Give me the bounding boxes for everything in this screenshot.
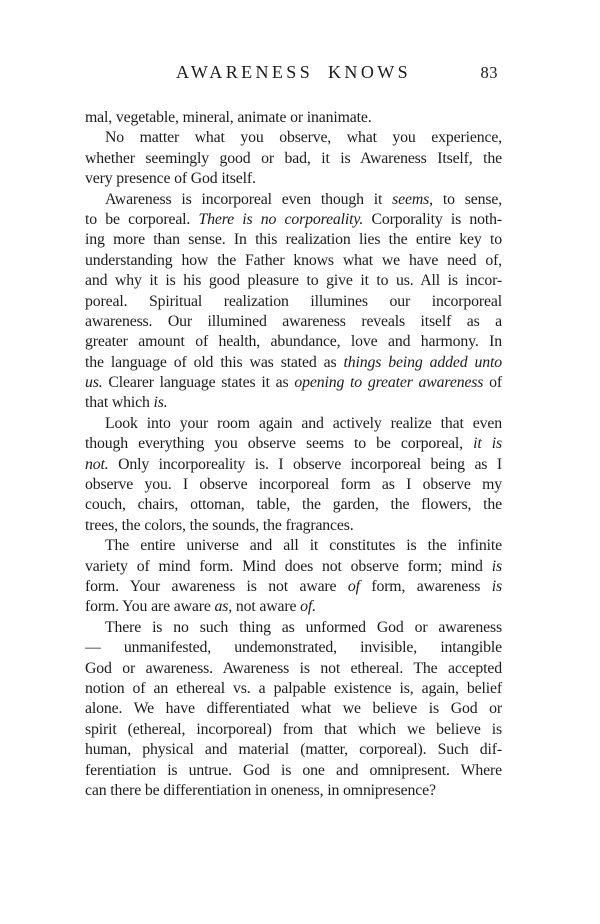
running-title: AWARENESS KNOWS bbox=[175, 62, 412, 82]
text-line bbox=[85, 292, 502, 312]
text-run: form. You are aware bbox=[85, 598, 215, 616]
text-line bbox=[85, 332, 502, 352]
text-run: Only incorporeality is. I observe incorporeal being as I bbox=[108, 455, 502, 473]
text-run: Awareness is incorporeal even though it bbox=[105, 190, 393, 208]
text-run: that which bbox=[85, 394, 154, 412]
italic-text-run: not. bbox=[85, 455, 109, 473]
italic-text-run: seems, bbox=[392, 190, 433, 208]
text-line bbox=[85, 475, 502, 495]
page-body bbox=[85, 108, 502, 801]
text-line bbox=[85, 455, 502, 475]
italic-text-run: is. bbox=[153, 394, 168, 412]
text-run: though everything you observe seems to be corporeal, bbox=[85, 435, 474, 453]
text-run: Clearer language states it as bbox=[102, 374, 295, 392]
page-header bbox=[85, 62, 502, 84]
text-run: The entire universe and all it constitutes is the infinite bbox=[105, 537, 502, 555]
text-line bbox=[85, 128, 502, 148]
text-run: and why it is his good pleasure to give it to us. All is incor- bbox=[85, 272, 502, 290]
text-line bbox=[85, 659, 502, 679]
text-line bbox=[85, 679, 502, 699]
italic-text-run: things being added unto bbox=[343, 353, 502, 371]
text-run: mal, vegetable, mineral, animate or inanimate. bbox=[85, 109, 372, 126]
text-run: poreal. Spiritual realization illumines our incorporeal bbox=[85, 292, 502, 310]
page-number: 83 bbox=[480, 63, 498, 82]
text-run: ferentiation is untrue. God is one and omnipresent. Where bbox=[85, 761, 502, 779]
text-line bbox=[85, 597, 502, 617]
text-line bbox=[85, 190, 502, 210]
text-run: greater amount of health, abundance, love and harmony. In bbox=[85, 333, 502, 351]
italic-text-run: opening to greater awareness bbox=[294, 374, 484, 392]
italic-text-run: is bbox=[491, 577, 502, 595]
text-line bbox=[85, 699, 502, 719]
italic-text-run: There is no corporeality. bbox=[198, 210, 364, 228]
text-line bbox=[85, 210, 502, 230]
text-run: No matter what you observe, what you experience, bbox=[105, 129, 502, 147]
text-run: not aware bbox=[232, 598, 301, 616]
text-run: There is no such thing as unformed God or awareness bbox=[105, 618, 502, 636]
text-line bbox=[85, 230, 502, 250]
text-run: Corporality is noth- bbox=[363, 210, 502, 228]
text-line bbox=[85, 353, 502, 373]
text-run: spirit (ethereal, incorporeal) from that which we believe is bbox=[85, 720, 502, 738]
text-run: understanding how the Father knows what we have need of, bbox=[85, 251, 502, 269]
italic-text-run: it is bbox=[473, 435, 502, 453]
text-run: observe you. I observe incorporeal form as I observe my bbox=[85, 476, 502, 494]
italic-text-run: us. bbox=[85, 374, 103, 392]
text-run: form. Your awareness is not aware bbox=[85, 577, 348, 595]
text-run: to sense, bbox=[432, 190, 502, 208]
text-run: — unmanifested, undemonstrated, invisible, intangible bbox=[85, 639, 502, 657]
text-line bbox=[85, 516, 502, 536]
text-line bbox=[85, 149, 502, 169]
text-line bbox=[85, 169, 502, 189]
italic-text-run: of bbox=[347, 577, 360, 595]
text-line bbox=[85, 373, 502, 393]
text-run: can there be differentiation in oneness, in omnipresence? bbox=[85, 781, 436, 799]
text-line bbox=[85, 638, 502, 658]
text-line bbox=[85, 536, 502, 556]
text-run: God or awareness. Awareness is not ethereal. The accepted bbox=[85, 659, 502, 677]
text-line bbox=[85, 618, 502, 638]
text-line bbox=[85, 108, 502, 128]
italic-text-run: as, bbox=[214, 598, 233, 616]
text-line bbox=[85, 393, 502, 413]
text-run: variety of mind form. Mind does not observe form; mind bbox=[85, 557, 492, 575]
text-line bbox=[85, 577, 502, 597]
text-line bbox=[85, 557, 502, 577]
text-line bbox=[85, 740, 502, 760]
text-run: trees, the colors, the sounds, the fragrances. bbox=[85, 516, 354, 534]
text-run: of bbox=[483, 374, 503, 392]
text-line bbox=[85, 414, 502, 434]
italic-text-run: is bbox=[491, 557, 502, 575]
text-run: to be corporeal. bbox=[85, 210, 199, 228]
text-line bbox=[85, 251, 502, 271]
text-line bbox=[85, 312, 502, 332]
text-line bbox=[85, 434, 502, 454]
text-run: the language of old this was stated as bbox=[85, 353, 344, 371]
text-line bbox=[85, 271, 502, 291]
italic-text-run: of. bbox=[300, 598, 316, 616]
text-run: very presence of God itself. bbox=[85, 170, 256, 188]
text-line bbox=[85, 495, 502, 515]
text-run: awareness. Our illumined awareness reveals itself as a bbox=[85, 312, 502, 330]
text-line bbox=[85, 761, 502, 781]
text-run: notion of an ethereal vs. a palpable existence is, again, belief bbox=[85, 679, 502, 697]
text-run: human, physical and material (matter, corporeal). Such dif- bbox=[85, 741, 502, 759]
text-column bbox=[85, 0, 502, 801]
text-run: whether seemingly good or bad, it is Awareness Itself, the bbox=[85, 149, 502, 167]
text-run: couch, chairs, ottoman, table, the garden, the flowers, the bbox=[85, 496, 502, 514]
text-line bbox=[85, 781, 502, 801]
text-run: alone. We have differentiated what we believe is God or bbox=[85, 700, 502, 718]
text-run: Look into your room again and actively realize that even bbox=[105, 414, 502, 432]
text-run: ing more than sense. In this realization lies the entire key to bbox=[85, 231, 502, 249]
text-line bbox=[85, 720, 502, 740]
text-run: form, awareness bbox=[359, 577, 492, 595]
